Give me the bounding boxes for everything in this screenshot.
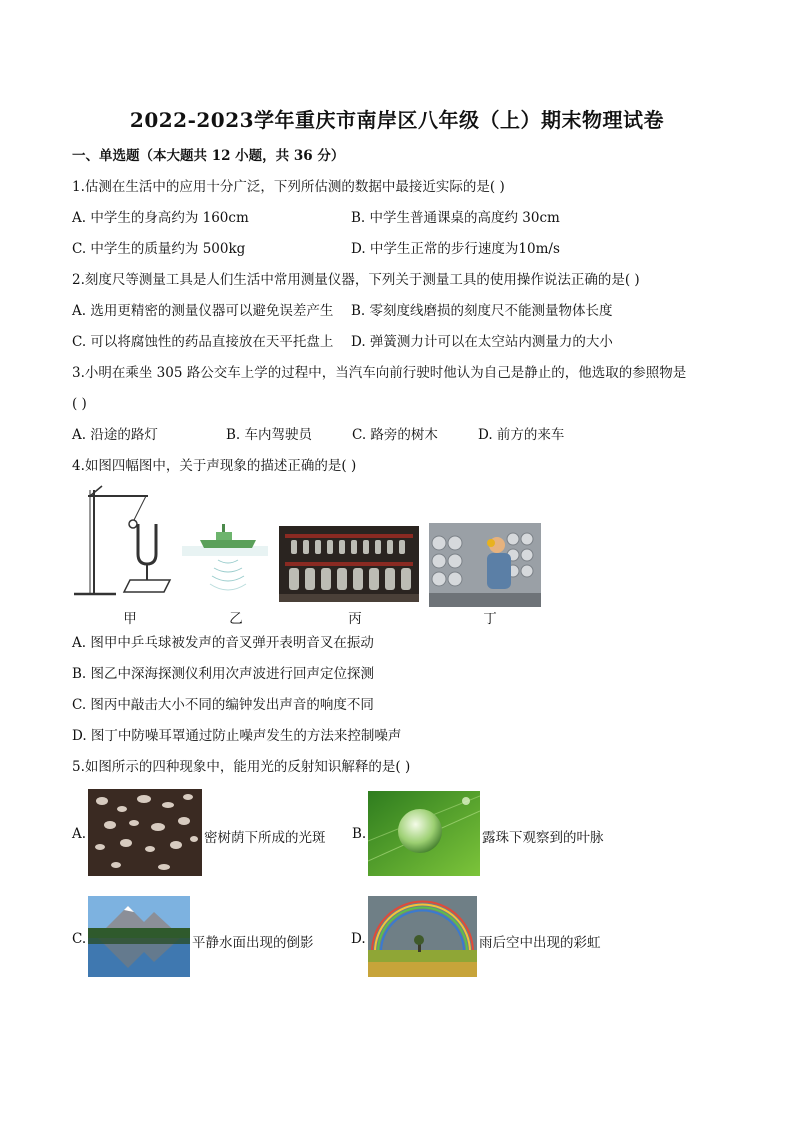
rainbow-photo (368, 896, 477, 977)
question-2-option-a: A. 选用更精密的测量仪器可以避免误差产生 (72, 303, 334, 319)
exam-title: 2022-2023学年重庆市南岸区八年级（上）期末物理试卷 (129, 108, 665, 132)
question-3-option-d: D. 前方的来车 (478, 427, 565, 443)
question-5-option-d-text: 雨后空中出现的彩虹 (479, 935, 601, 951)
question-5-option-c-text: 平静水面出现的倒影 (192, 935, 314, 951)
question-2-option-c: C. 可以将腐蚀性的药品直接放在天平托盘上 (72, 334, 334, 350)
question-4-option-c: C. 图丙中敲击大小不同的编钟发出声音的响度不同 (72, 697, 374, 713)
question-5-stem: 5.如图所示的四种现象中，能用光的反射知识解释的是( ) (72, 759, 411, 775)
question-1-stem: 1.估测在生活中的应用十分广泛，下列所估测的数据中最接近实际的是( ) (72, 179, 505, 195)
sonar-ship-figure (182, 520, 268, 596)
tuning-fork-figure (72, 484, 184, 600)
question-2-option-b: B. 零刻度线磨损的刻度尺不能测量物体长度 (351, 303, 613, 319)
question-5-option-b-letter: B. (352, 826, 367, 842)
question-1-option-c: C. 中学生的质量约为 500kg (72, 241, 246, 257)
question-5-option-c-letter: C. (72, 931, 87, 947)
figure-caption-ding: 丁 (483, 611, 497, 627)
figure-caption-yi: 乙 (229, 611, 243, 627)
chime-bells-photo (279, 526, 419, 602)
question-5-option-a-text: 密树荫下所成的光斑 (204, 830, 326, 846)
question-5-option-b-text: 露珠下观察到的叶脉 (482, 830, 604, 846)
question-1-option-a: A. 中学生的身高约为 160cm (72, 210, 249, 226)
figure-caption-jia: 甲 (123, 611, 137, 627)
question-3-option-a: A. 沿途的路灯 (72, 427, 158, 443)
question-5-option-a-letter: A. (72, 826, 87, 842)
question-3-stem-continued: ( ) (72, 396, 87, 412)
question-3-option-c: C. 路旁的树木 (352, 427, 438, 443)
question-2-option-d: D. 弹簧测力计可以在太空站内测量力的大小 (351, 334, 613, 350)
ear-muffs-photo (429, 523, 541, 607)
question-3-option-b: B. 车内驾驶员 (226, 427, 313, 443)
question-3-stem: 3.小明在乘坐 305 路公交车上学的过程中，当汽车向前行驶时他认为自己是静止的，他选取的参照物是 (72, 365, 687, 381)
dew-drop-leaf-photo (368, 791, 480, 876)
question-4-option-b: B. 图乙中深海探测仪利用次声波进行回声定位探测 (72, 666, 375, 682)
question-5-option-d-letter: D. (351, 931, 366, 947)
question-2-stem: 2.刻度尺等测量工具是人们生活中常用测量仪器，下列关于测量工具的使用操作说法正确的是( ) (72, 272, 640, 288)
lake-reflection-photo (88, 896, 190, 977)
tree-shade-light-spots-photo (88, 789, 202, 876)
figure-caption-bing: 丙 (348, 611, 362, 627)
question-1-option-b: B. 中学生普通课桌的高度约 30cm (351, 210, 560, 226)
question-4-option-d: D. 图丁中防噪耳罩通过防止噪声发生的方法来控制噪声 (72, 728, 402, 744)
question-4-option-a: A. 图甲中乒乓球被发声的音叉弹开表明音叉在振动 (72, 635, 374, 651)
question-1-option-d: D. 中学生正常的步行速度为10m/s (351, 241, 560, 257)
question-4-stem: 4.如图四幅图中，关于声现象的描述正确的是( ) (72, 458, 357, 474)
section-heading: 一、单选题（本大题共 12 小题，共 36 分） (72, 148, 345, 164)
